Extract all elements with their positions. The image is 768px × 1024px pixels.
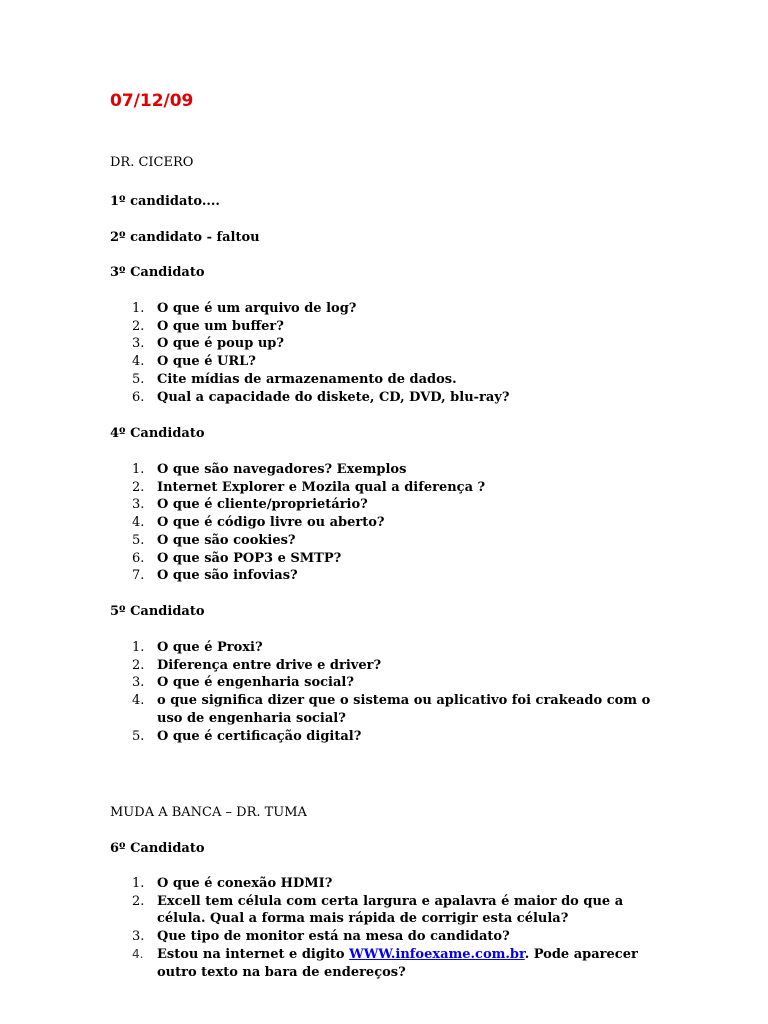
list-item <box>110 479 670 497</box>
question-text-continued: . Pode aparecer outro texto na bara de endereços? <box>157 946 638 980</box>
question-text: Que tipo de monitor está na mesa do candidato? <box>157 929 510 945</box>
question-text: O que são navegadores? Exemplos <box>157 462 407 477</box>
question-text: Diferença entre drive e driver? <box>157 657 382 673</box>
list-number: 3. <box>132 336 145 352</box>
list-item <box>110 496 670 514</box>
list-number: 5. <box>132 371 145 387</box>
candidate-2-line: 2º candidato - faltou <box>110 230 260 245</box>
candidate-3-question-list <box>110 300 670 406</box>
question-text: Qual a capacidade do diskete, CD, DVD, blu-ray? <box>157 389 510 405</box>
list-number: 5. <box>132 532 145 548</box>
list-number: 6. <box>132 389 145 405</box>
infoexame-link[interactable]: WWW.infoexame.com.br <box>349 946 525 962</box>
list-number: 2. <box>132 893 145 909</box>
list-number: 3. <box>132 929 145 945</box>
question-text: O que é poup up? <box>157 336 284 352</box>
list-number: 1. <box>132 301 145 316</box>
list-number: 4. <box>132 693 145 709</box>
list-item <box>110 550 670 568</box>
question-text: Excell tem célula com certa largura e apalavra é maior do que a célula. Qual a forma mais rápida de corrigir esta célula? <box>157 893 624 927</box>
question-text: O que são cookies? <box>157 532 296 548</box>
list-number: 4. <box>132 946 144 961</box>
question-text: O que é engenharia social? <box>157 675 354 691</box>
candidate-4-heading: 4º Candidato <box>110 426 205 441</box>
question-text: Estou na internet e digito <box>157 946 350 962</box>
list-number: 1. <box>132 876 145 891</box>
list-item <box>110 532 670 550</box>
list-item <box>110 514 670 532</box>
list-number: 4. <box>132 354 145 370</box>
list-item <box>110 657 670 675</box>
list-item <box>110 318 670 336</box>
list-number: 7. <box>132 568 145 584</box>
list-item <box>110 946 670 981</box>
candidate-5-question-list <box>110 639 670 745</box>
candidate-1-line: 1º candidato.... <box>110 194 220 209</box>
question-text: O que um buffer? <box>157 318 284 334</box>
list-item <box>110 335 670 353</box>
candidate-6-heading: 6º Candidato <box>110 841 205 856</box>
question-text: O que é conexão HDMI? <box>157 876 333 891</box>
list-number: 3. <box>132 675 145 691</box>
question-text: Internet Explorer e Mozila qual a diferença ? <box>157 479 486 495</box>
question-text: O que é código livre ou aberto? <box>157 515 385 531</box>
list-item <box>110 692 670 727</box>
list-number: 2. <box>132 479 145 495</box>
question-text: O que é cliente/proprietário? <box>157 497 368 513</box>
list-number: 4. <box>132 515 145 531</box>
question-text: O que são POP3 e SMTP? <box>157 550 342 566</box>
question-text: O que é URL? <box>157 354 256 370</box>
board-title-tuma: MUDA A BANCA – DR. TUMA <box>110 805 307 820</box>
question-text: O que é certificação digital? <box>157 728 362 744</box>
list-item <box>110 728 670 746</box>
list-item <box>110 371 670 389</box>
list-number: 1. <box>132 640 145 655</box>
candidate-5-heading: 5º Candidato <box>110 604 205 619</box>
list-number: 3. <box>132 497 145 513</box>
list-number: 2. <box>132 657 145 673</box>
list-number: 6. <box>132 550 145 566</box>
candidate-6-question-list <box>110 875 670 981</box>
candidate-4-question-list <box>110 461 670 585</box>
question-text: O que é um arquivo de log? <box>157 301 357 316</box>
list-item <box>110 567 670 585</box>
question-text: Cite mídias de armazenamento de dados. <box>157 371 457 387</box>
list-item <box>110 353 670 371</box>
date-heading: 07/12/09 <box>110 91 194 111</box>
question-text: o que significa dizer que o sistema ou aplicativo foi crakeado com o uso de engenharia social? <box>157 693 651 726</box>
list-item <box>110 461 670 479</box>
list-item <box>110 674 670 692</box>
list-number: 2. <box>132 318 145 334</box>
board-title-cicero: DR. CICERO <box>110 155 194 170</box>
list-item <box>110 875 670 893</box>
list-item <box>110 639 670 657</box>
list-item <box>110 893 670 928</box>
list-item <box>110 389 670 407</box>
list-number: 1. <box>132 462 145 477</box>
question-text: O que é Proxi? <box>157 640 263 655</box>
question-text: O que são infovias? <box>157 568 298 584</box>
candidate-3-heading: 3º Candidato <box>110 265 205 280</box>
list-item <box>110 928 670 946</box>
list-item <box>110 300 670 318</box>
list-number: 5. <box>132 728 145 744</box>
